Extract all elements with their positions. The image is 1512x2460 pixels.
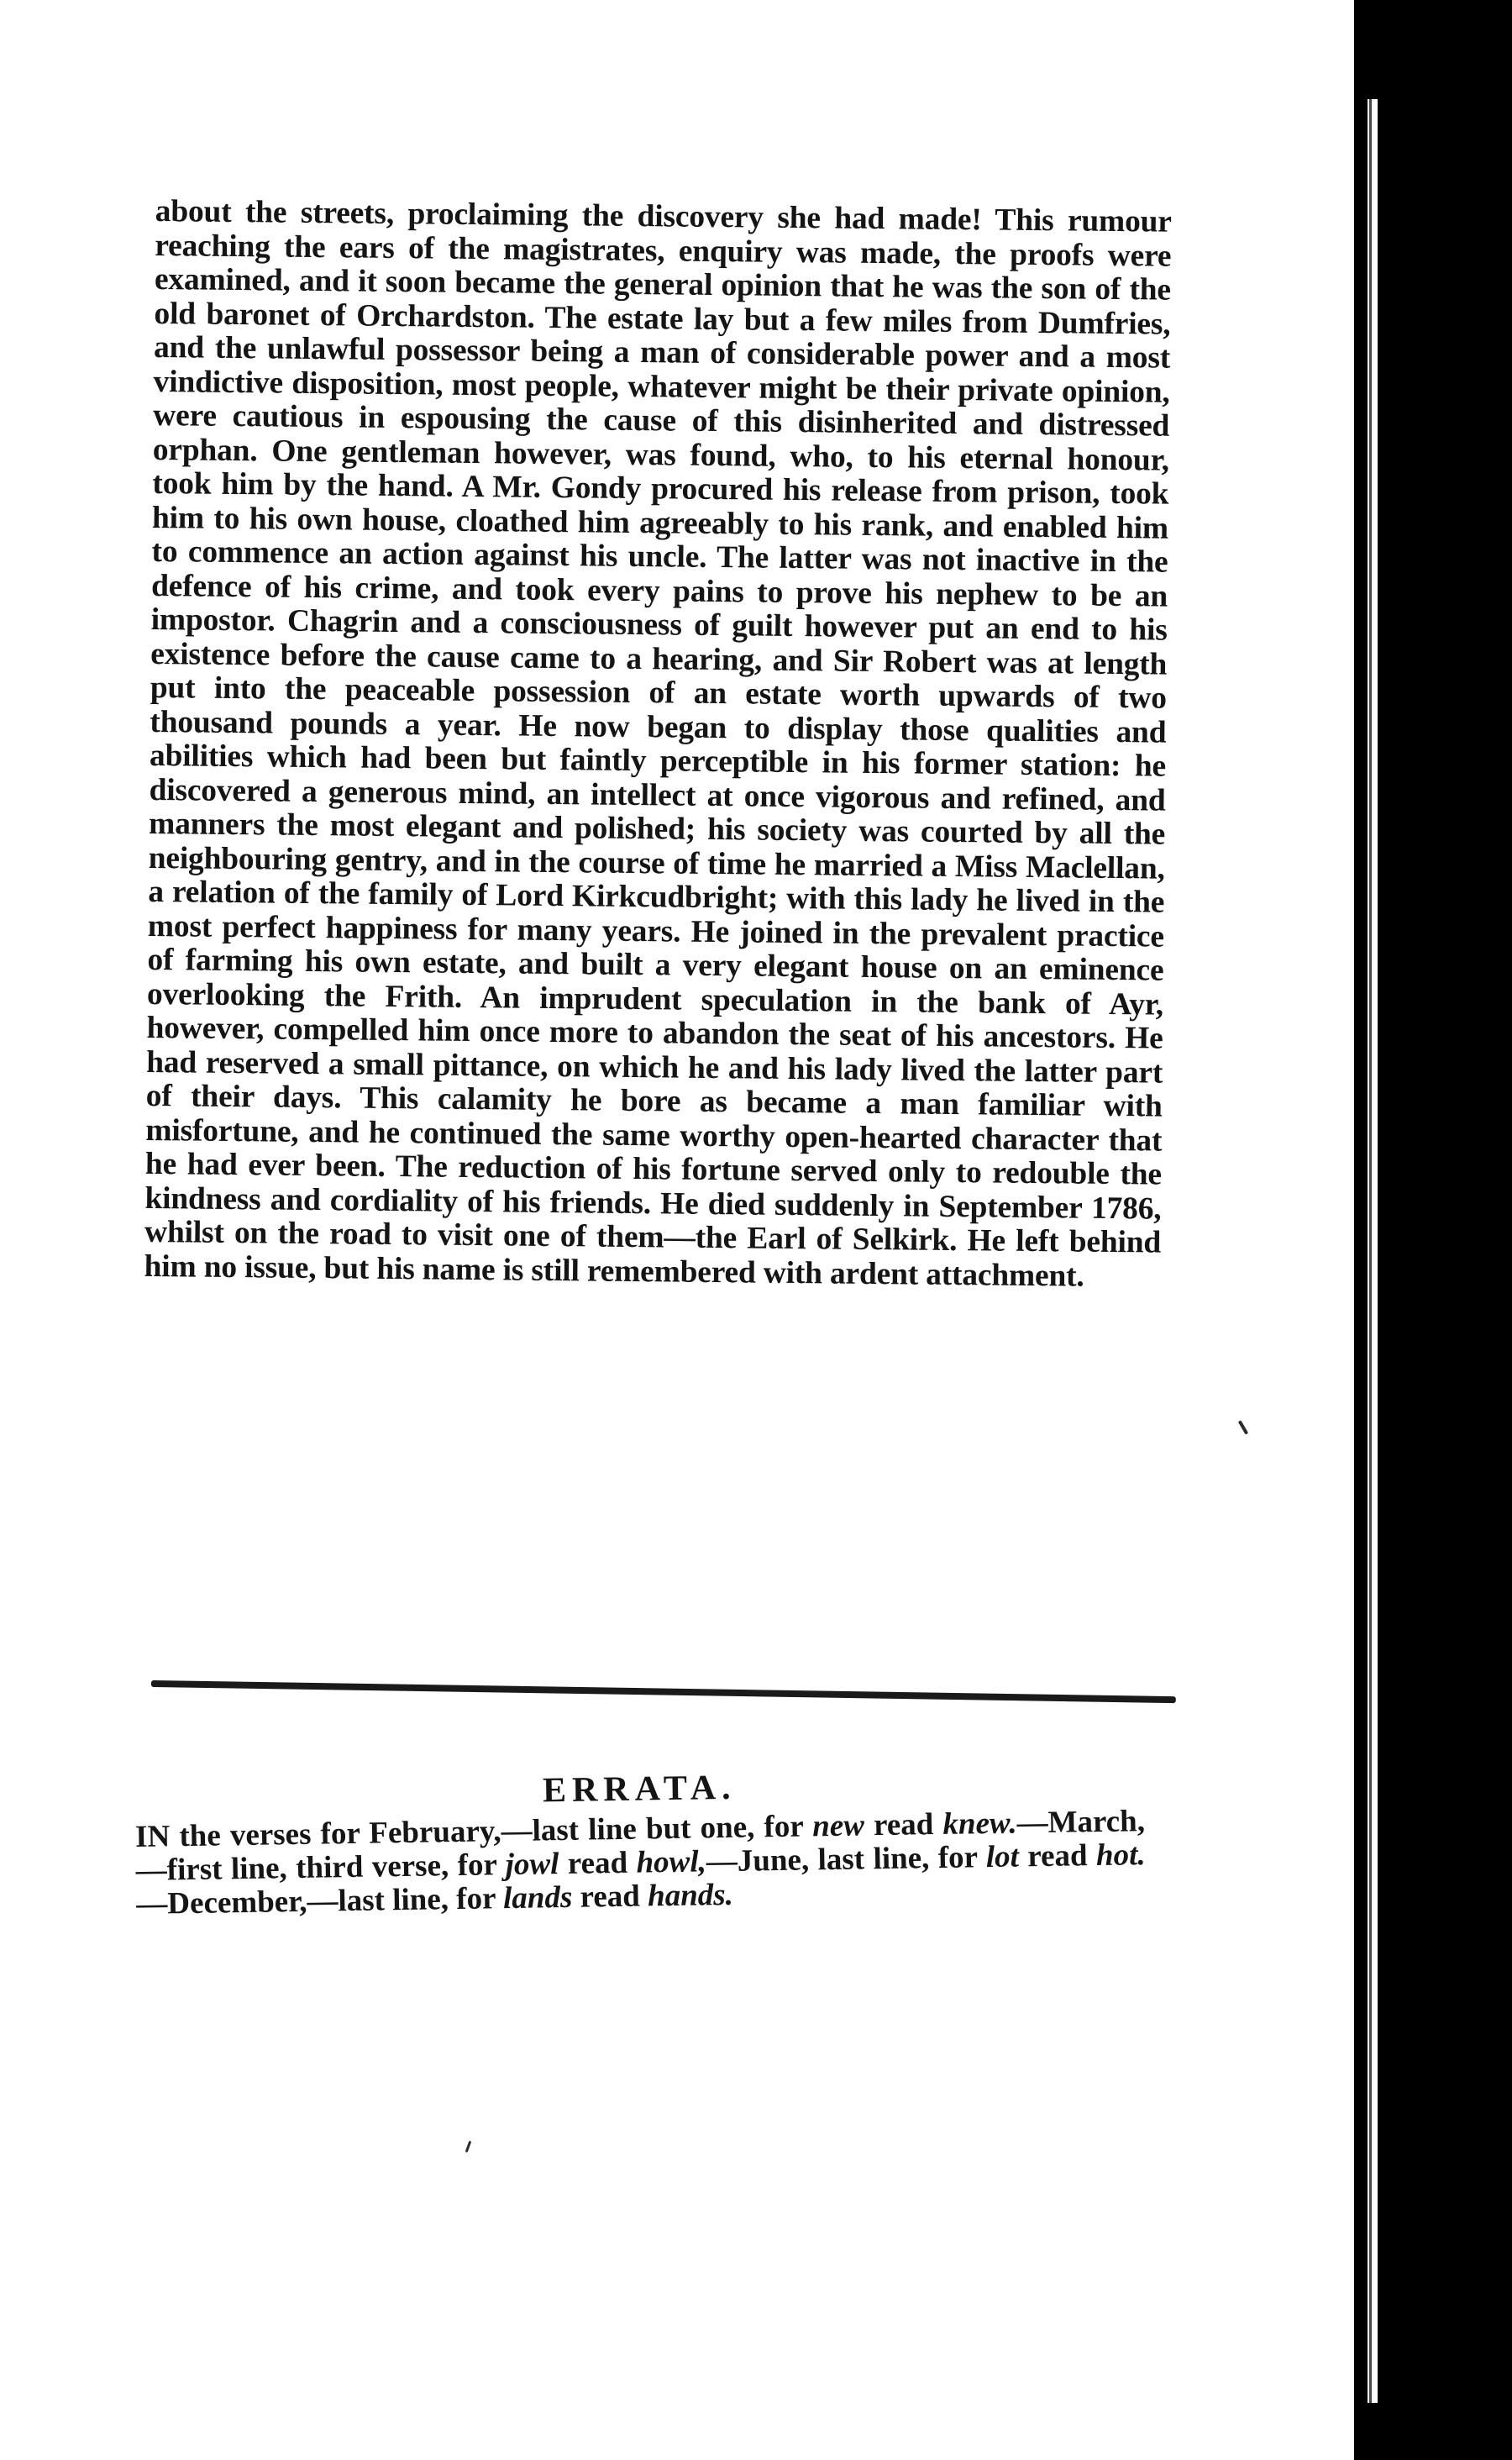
adjacent-page-edge xyxy=(1354,0,1512,2460)
errata-title: ERRATA. xyxy=(542,1768,737,1811)
errata-word-italic: howl, xyxy=(636,1844,707,1880)
section-divider xyxy=(151,1680,1176,1703)
errata-word-italic: knew. xyxy=(942,1806,1017,1842)
errata-segment: read xyxy=(559,1845,637,1882)
errata-segment: —March,—first line, third verse, for xyxy=(135,1804,1146,1888)
body-text-block xyxy=(144,195,1172,1295)
errata-word-italic: lands xyxy=(502,1879,573,1916)
adjacent-page-shadow xyxy=(1369,99,1372,2403)
errata-word-italic: new xyxy=(811,1808,865,1844)
errata-segment: read xyxy=(571,1879,648,1915)
errata-text xyxy=(135,1805,1147,1921)
errata-section xyxy=(134,1761,1147,1921)
errata-word-italic: jowl xyxy=(505,1847,559,1883)
errata-segment: read xyxy=(864,1806,943,1843)
errata-word-italic: lot xyxy=(985,1839,1020,1875)
errata-segment: read xyxy=(1018,1838,1097,1874)
errata-segment: —December,—last line, for xyxy=(136,1881,504,1921)
stray-ink-mark xyxy=(465,2141,472,2152)
body-paragraph: about the streets, proclaiming the discovery she had made! This rumour reaching the ears of the magistrates, enquiry was made, the proofs were examined, and it soon became the general opinion that he was the son of the old baronet of Orchardston. The estate lay but a few miles from Dumfries, and the unlawful possessor being a man of considerable power and a most vindictive disposition, most people, whatever might be their private opinion, were cautious in espousing the cause of this disinherited and distressed orphan. One gentleman however, was found, who, to his eternal honour, took him by the hand. A Mr. Gondy procured his release from prison, took him to his own house, cloathed him agreeably to his rank, and enabled him to commence an action against his uncle. The latter was not inactive in the defence of his crime, and took every pains to prove his nephew to be an impostor. Chagrin and a consciousness of guilt however put an end to his existence before the cause came to a hearing, and Sir Robert was at length put into the peaceable possession of an estate worth upwards of two thousand pounds a year. He now began to display those qualities and abilities which had been but faintly perceptible in his former station: he discovered a generous mind, an intellect at once vigorous and refined, and manners the most elegant and polished; his society was courted by all the neighbouring gentry, and in the course of time he married a Miss Maclellan, a relation of the family of Lord Kirkcudbright; with this lady he lived in the most perfect happiness for many years. He joined in the prevalent practice of farming his own estate, and built a very elegant house on an eminence overlooking the Frith. An imprudent speculation in the bank of Ayr, however, compelled him once more to abandon the seat of his ancestors. He had reserved a small pittance, on which he and his lady lived the latter part of their days. This calamity he bore as became a man familiar with misfortune, and he continued the same worthy open-hearted character that he had ever been. The reduction of his fortune served only to redouble the kindness and cordiality of his friends. He died suddenly in September 1786, whilst on the road to visit one of them—the Earl of Selkirk. He left behind him no issue, but his name is still remembered with ardent attachment. xyxy=(144,194,1172,1294)
errata-segment: —June, last line, for xyxy=(706,1840,987,1879)
errata-word-italic: hot. xyxy=(1095,1837,1146,1874)
errata-word-italic: hands. xyxy=(647,1877,734,1914)
stray-ink-mark xyxy=(1238,1420,1248,1435)
errata-segment: IN the verses for February,—last line but one, for xyxy=(134,1809,813,1854)
